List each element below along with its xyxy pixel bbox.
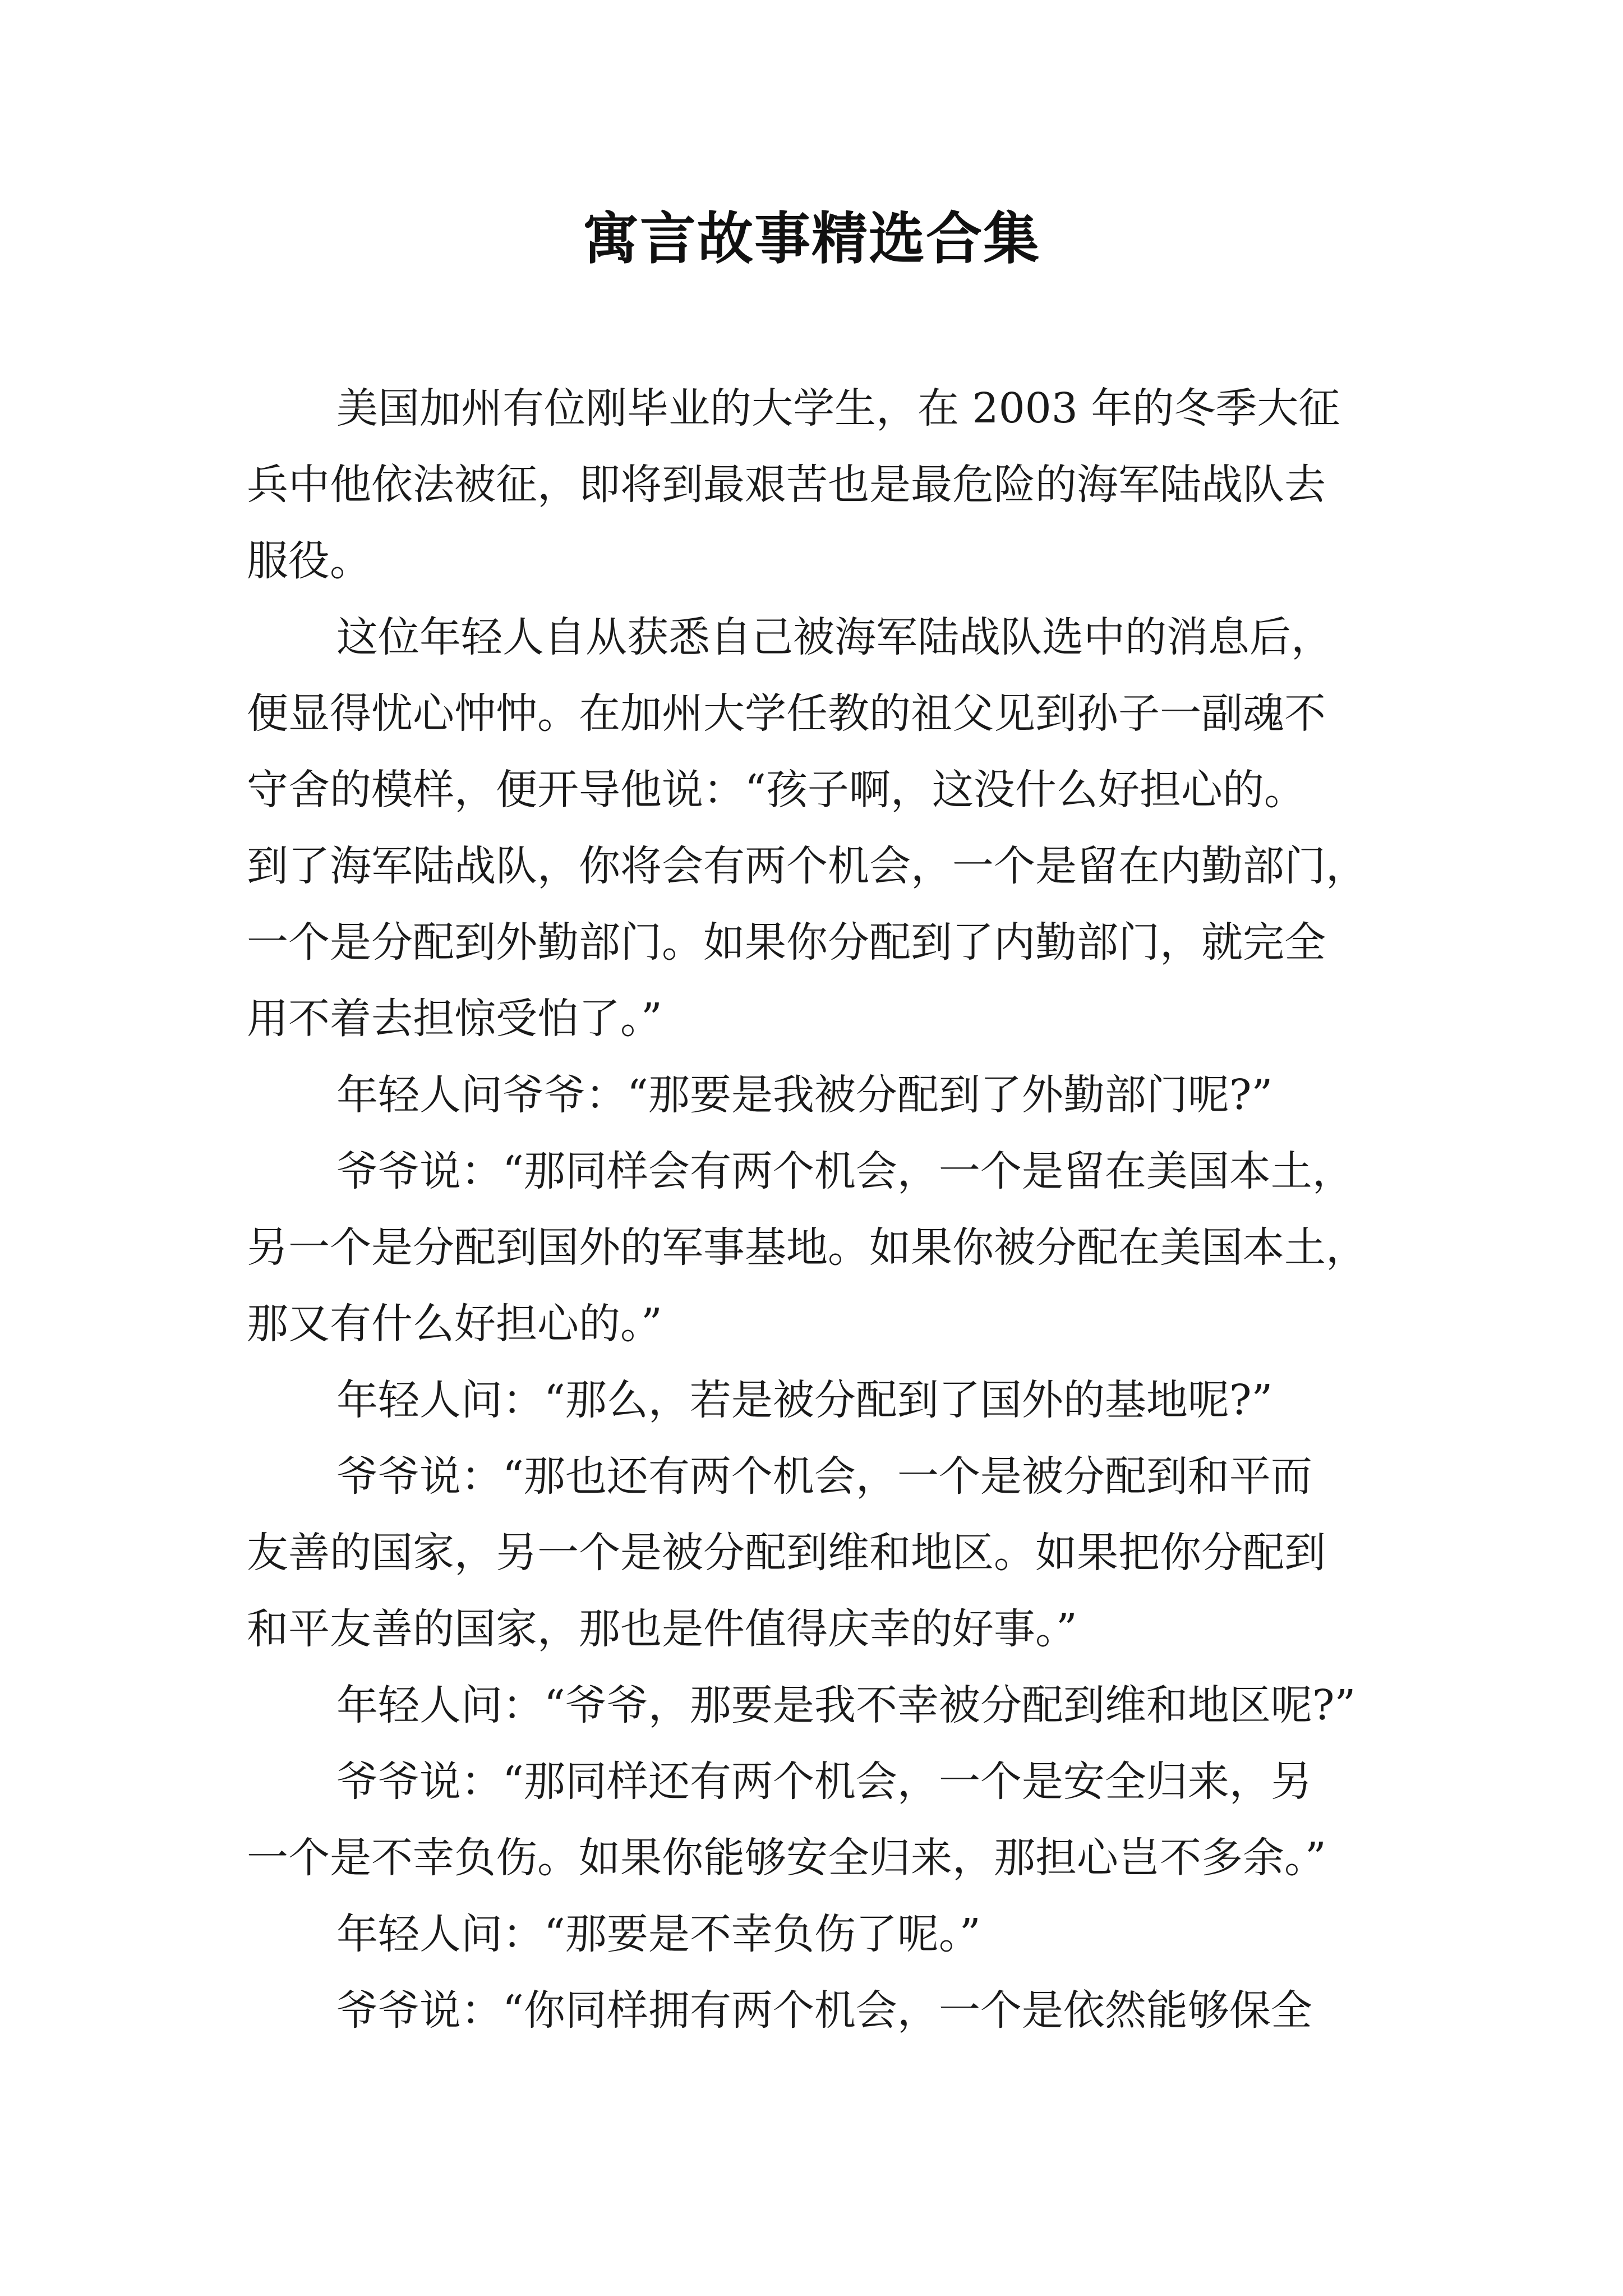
text-line: 年轻人问爷爷：“那要是我被分配到了外勤部门呢?”	[336, 1071, 1273, 1119]
text-line: 爷爷说：“那也还有两个机会，一个是被分配到和平而	[336, 1452, 1312, 1501]
text-line: 年轻人问：“那要是不幸负伤了呢。”	[336, 1910, 981, 1958]
text-line: 那又有什么好担心的。”	[247, 1300, 662, 1348]
text-line: 守舍的模样，便开导他说：“孩子啊，这没什么好担心的。	[247, 766, 1306, 814]
text-line: 另一个是分配到国外的军事基地。如果你被分配在美国本土，	[247, 1223, 1367, 1272]
text-line: 年轻人问：“那么，若是被分配到了国外的基地呢?”	[336, 1376, 1273, 1424]
text-line: 和平友善的国家，那也是件值得庆幸的好事。”	[247, 1605, 1077, 1653]
text-line: 年轻人问：“爷爷，那要是我不幸被分配到维和地区呢?”	[336, 1681, 1356, 1729]
text-line: 到了海军陆战队，你将会有两个机会，一个是留在内勤部门，	[247, 842, 1367, 890]
text-line: 爷爷说：“那同样还有两个机会，一个是安全归来，另	[336, 1757, 1312, 1806]
text-line: 服役。	[247, 537, 371, 585]
text-line: 兵中他依法被征，即将到最艰苦也是最危险的海军陆战队去	[247, 461, 1326, 509]
text-line: 友善的国家，另一个是被分配到维和地区。如果把你分配到	[247, 1529, 1326, 1577]
document-title: 寓言故事精选合集	[583, 205, 1040, 272]
text-line: 这位年轻人自从获悉自己被海军陆战队选中的消息后，	[336, 613, 1332, 661]
text-line: 一个是不幸负伤。如果你能够安全归来，那担心岂不多余。”	[247, 1834, 1326, 1882]
text-line: 便显得忧心忡忡。在加州大学任教的祖父见到孙子一副魂不	[247, 689, 1326, 738]
text-line: 美国加州有位刚毕业的大学生，在 2003 年的冬季大征	[336, 384, 1340, 432]
text-line: 一个是分配到外勤部门。如果你分配到了内勤部门，就完全	[247, 918, 1326, 967]
text-line: 爷爷说：“那同样会有两个机会，一个是留在美国本土，	[336, 1147, 1354, 1195]
text-line: 用不着去担惊受怕了。”	[247, 995, 662, 1043]
document-body	[247, 370, 1424, 2049]
text-line: 爷爷说：“你同样拥有两个机会，一个是依然能够保全	[336, 1986, 1312, 2035]
